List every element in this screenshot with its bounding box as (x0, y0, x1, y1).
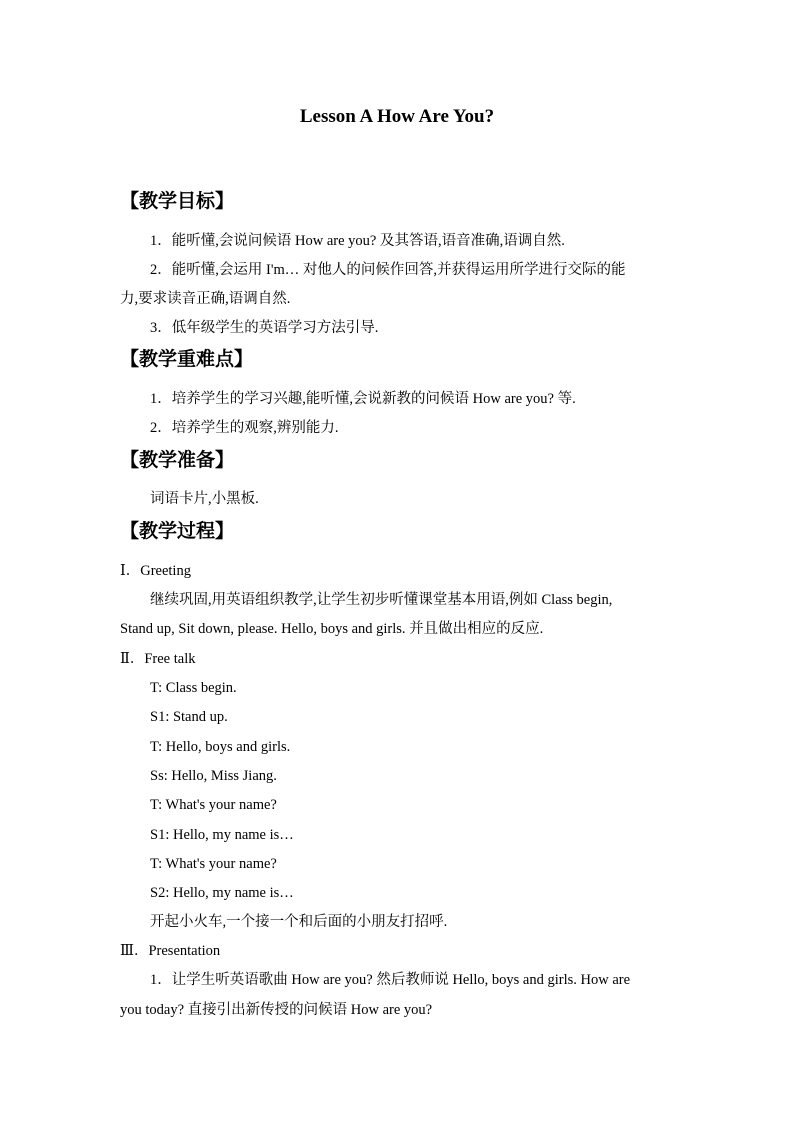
dialogue-line: T: What's your name? (150, 797, 277, 813)
dialogue-line: T: Class begin. (150, 680, 237, 696)
step-free-talk-label: Ⅱ．Free talk (120, 651, 196, 667)
key-point-item: 2．培养学生的观察,辨别能力. (150, 420, 339, 436)
step-greeting-label: Ⅰ．Greeting (120, 563, 191, 579)
key-point-item: 1．培养学生的学习兴趣,能听懂,会说新教的问候语 How are you? 等. (150, 391, 576, 407)
greeting-line: 继续巩固,用英语组织教学,让学生初步听懂课堂基本用语,例如 Class begin, (150, 592, 613, 608)
dialogue-line: S1: Hello, my name is… (150, 827, 294, 843)
dialogue-line: T: Hello, boys and girls. (150, 739, 291, 755)
objective-item: 3．低年级学生的英语学习方法引导. (150, 320, 379, 336)
presentation-line: 1．让学生听英语歌曲 How are you? 然后教师说 Hello, boys and girls. How are (150, 972, 631, 988)
objectives-heading: 【教学目标】 (120, 190, 235, 212)
preparation-text: 词语卡片,小黑板. (150, 491, 259, 507)
greeting-line: Stand up, Sit down, please. Hello, boys and girls. 并且做出相应的反应. (120, 621, 544, 637)
page-title: Lesson A How Are You? (299, 106, 495, 127)
dialogue-line: T: What's your name? (150, 856, 277, 872)
dialogue-line: S1: Stand up. (150, 709, 228, 725)
dialogue-line: Ss: Hello, Miss Jiang. (150, 768, 277, 784)
key-points-heading: 【教学重难点】 (120, 348, 254, 370)
step-presentation-label: Ⅲ．Presentation (120, 943, 221, 959)
presentation-line: you today? 直接引出新传授的问候语 How are you? (120, 1002, 433, 1018)
dialogue-line: S2: Hello, my name is… (150, 885, 294, 901)
objective-item-continuation: 力,要求读音正确,语调自然. (120, 291, 291, 307)
preparation-heading: 【教学准备】 (120, 449, 235, 471)
free-talk-note: 开起小火车,一个接一个和后面的小朋友打招呼. (150, 914, 448, 930)
objective-item: 2．能听懂,会运用 I'm… 对他人的问候作回答,并获得运用所学进行交际的能 (150, 262, 626, 278)
process-heading: 【教学过程】 (120, 520, 235, 542)
objective-item: 1．能听懂,会说问候语 How are you? 及其答语,语音准确,语调自然. (150, 233, 565, 249)
